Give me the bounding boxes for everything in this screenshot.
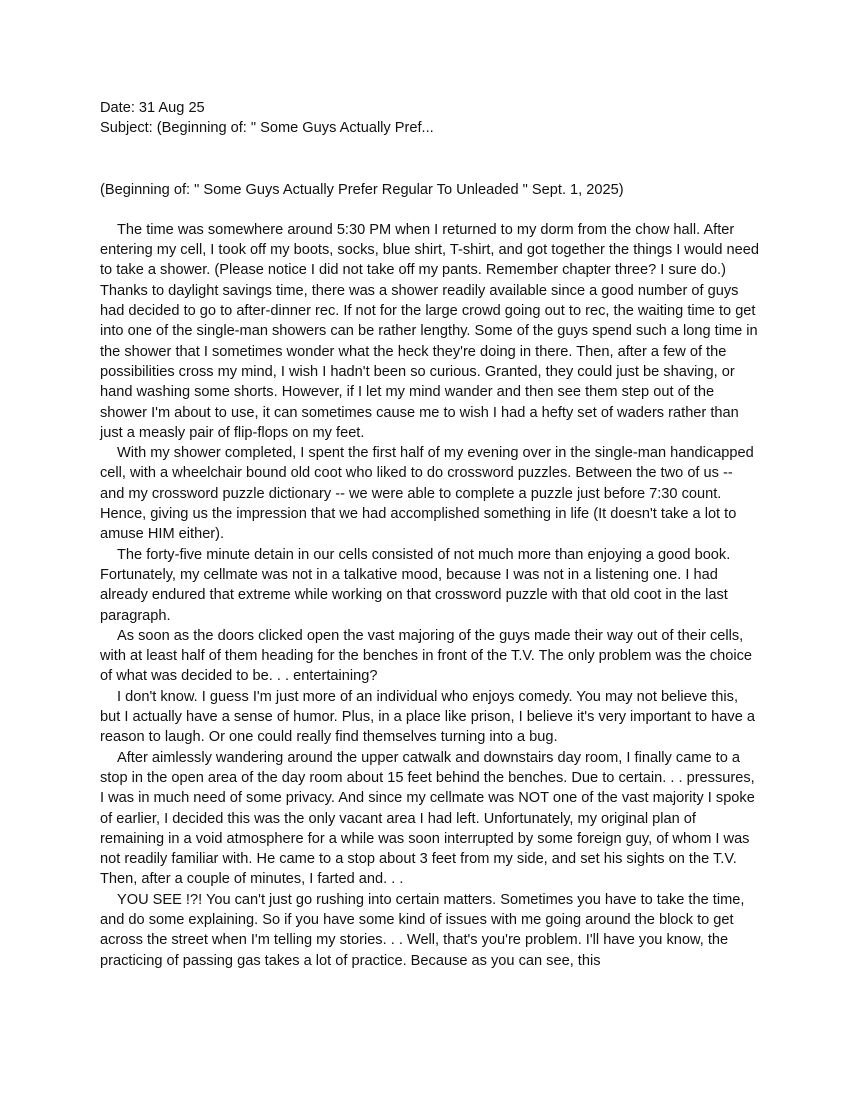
paragraph-7: YOU SEE !?! You can't just go rushing into certain matters. Sometimes you have to take the time, and do some explaining. So if you have some kind of issues with me going around the block to get across the street when I'm telling my stories. . . Well, that's you're problem. I'll have you know, the practicing of passing gas takes a lot of practice. Because as you can see, this xyxy=(100,891,745,969)
paragraph-4: As soon as the doors clicked open the vast majoring of the guys made their way out of their cells, with at least half of them heading for the benches in front of the T.V. The only problem was the choice of what was decided to be. . . entertaining? xyxy=(100,627,752,685)
paragraph-6: After aimlessly wandering around the upper catwalk and downstairs day room, I finally came to a stop in the open area of the day room about 15 feet behind the benches. Due to certain. . . pressures, I was in much need of some privacy. And since my cellmate was NOT one of the vast majority I spoke of earlier, I decided this was the only vacant area I had left. Unfortunately, my original plan of remaining in a void atmosphere for a while was soon interrupted by some foreign guy, of whom I was not readily familiar with. He came to a stop about 3 feet from my side, and set his sights on the T.V. Then, after a couple of minutes, I farted and. . . xyxy=(100,749,755,888)
document-page xyxy=(100,98,760,971)
paragraph-5: I don't know. I guess I'm just more of an individual who enjoys comedy. You may not believe this, but I actually have a sense of humor. Plus, in a place like prison, I believe it's very important to have a reason to laugh. Or one could really find themselves turning into a bug. xyxy=(100,688,755,746)
paragraph-1: The time was somewhere around 5:30 PM when I returned to my dorm from the chow hall. After entering my cell, I took off my boots, socks, blue shirt, T-shirt, and got together the things I would need to take a shower. (Please notice I did not take off my pants. Remember chapter three? I sure do.) Thanks to daylight savings time, there was a shower readily available since a good number of guys had decided to go to after-dinner rec. If not for the large crowd going out to rec, the waiting time to get into one of the single-man showers can be rather lengthy. Some of the guys spend such a long time in the shower that I sometimes wonder what the heck they're doing in there. Then, after a few of the possibilities cross my mind, I wish I hadn't been so curious. Granted, they could just be shaving, or hand washing some shorts. However, if I let my mind wander and then see them step out of the shower I'm about to use, it can sometimes cause me to wish I had a hefty set of waders rather than just a measly pair of flip-flops on my feet. xyxy=(100,221,759,441)
paragraph-3: The forty-five minute detain in our cells consisted of not much more than enjoying a good book. Fortunately, my cellmate was not in a talkative mood, because I was not in a listening one. I had already endured that extreme while working on that crossword puzzle with that old coot in the last paragraph. xyxy=(100,546,731,624)
story-title: (Beginning of: " Some Guys Actually Prefer Regular To Unleaded " Sept. 1, 2025) xyxy=(100,181,624,198)
header-spacer xyxy=(100,139,760,180)
paragraph-2: With my shower completed, I spent the first half of my evening over in the single-man handicapped cell, with a wheelchair bound old coot who liked to do crossword puzzles. Between the two of us -- and my crossword puzzle dictionary -- we were able to complete a puzzle just before 7:30 count. Hence, giving us the impression that we had accomplished something in life (It doesn't take a lot to amuse HIM either). xyxy=(100,445,754,543)
date-line: Date: 31 Aug 25 xyxy=(100,100,205,116)
subject-line: Subject: (Beginning of: " Some Guys Actually Pref... xyxy=(100,120,434,137)
